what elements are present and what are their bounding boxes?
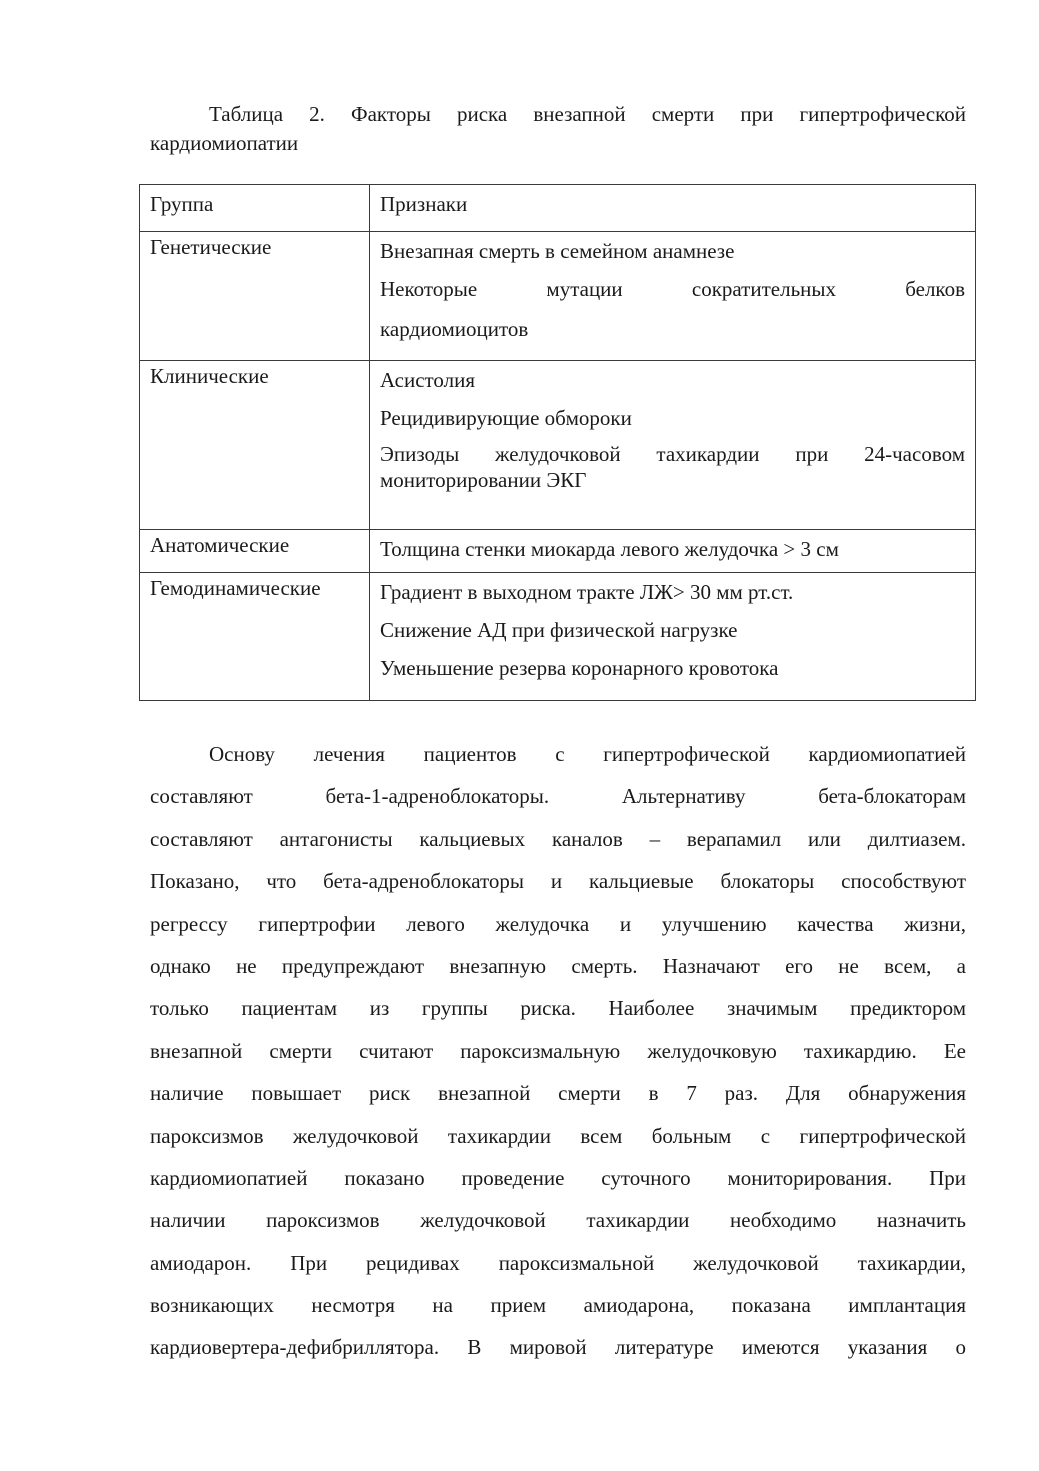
sign-item: кардиомиоцитов [380, 317, 529, 341]
table-caption-line: кардиомиопатии [150, 131, 299, 155]
table-caption-line: Таблица 2. Факторы риска внезапной смерти при гипертрофической [209, 102, 966, 126]
table-row [140, 530, 976, 573]
sign-item: Рецидивирующие обмороки [380, 406, 632, 430]
paragraph-line: кардиовертера-дефибриллятора. В мировой литературе имеются указания о [150, 1335, 966, 1360]
header-group-cell: Группа [140, 185, 370, 232]
sign-item: Эпизоды желудочковой тахикардии при 24-часовом [380, 442, 965, 466]
sign-item: Внезапная смерть в семейном анамнезе [380, 239, 735, 263]
sign-item: Уменьшение резерва коронарного кровотока [380, 656, 779, 680]
table-row [140, 573, 976, 701]
paragraph-line: составляют антагонисты кальциевых каналов – верапамил или дилтиазем. [150, 826, 966, 851]
group-cell: Гемодинамические [140, 573, 370, 701]
paragraph-line: составляют бета-1-адреноблокаторы. Альтернативу бета-блокаторам [150, 784, 966, 809]
paragraph-line: внезапной смерти считают пароксизмальную желудочковую тахикардию. Ее [150, 1038, 966, 1063]
table-header-row [140, 185, 976, 232]
body-paragraph [150, 733, 966, 1369]
signs-cell [370, 573, 976, 701]
header-signs-cell: Признаки [370, 185, 976, 232]
paragraph-line: пароксизмов желудочковой тахикардии всем больным с гипертрофической [150, 1123, 966, 1148]
paragraph-line: кардиомиопатией показано проведение суточного мониторирования. При [150, 1165, 966, 1190]
sign-item: Асистолия [380, 368, 476, 392]
risk-factors-table [139, 184, 976, 701]
paragraph-line: Показано, что бета-адреноблокаторы и кальциевые блокаторы способствуют [150, 869, 966, 894]
paragraph-line: амиодарон. При рецидивах пароксизмальной желудочковой тахикардии, [150, 1250, 966, 1275]
sign-item: Толщина стенки миокарда левого желудочка > 3 см [380, 537, 839, 561]
sign-item: Снижение АД при физической нагрузке [380, 618, 738, 642]
group-cell: Анатомические [140, 530, 370, 573]
signs-cell [370, 530, 976, 573]
paragraph-line: регрессу гипертрофии левого желудочка и улучшению качества жизни, [150, 911, 966, 936]
sign-item: мониторировании ЭКГ [380, 468, 587, 492]
paragraph-line: возникающих несмотря на прием амиодарона, показана имплантация [150, 1293, 966, 1318]
group-cell: Клинические [140, 361, 370, 530]
signs-cell [370, 232, 976, 361]
sign-item: Градиент в выходном тракте ЛЖ> 30 мм рт.ст. [380, 580, 794, 604]
group-cell: Генетические [140, 232, 370, 361]
signs-cell [370, 361, 976, 530]
paragraph-line: наличие повышает риск внезапной смерти в 7 раз. Для обнаружения [150, 1081, 966, 1106]
paragraph-line: однако не предупреждают внезапную смерть. Назначают его не всем, а [150, 953, 966, 978]
table-row [140, 361, 976, 530]
paragraph-line: только пациентам из группы риска. Наиболее значимым предиктором [150, 996, 966, 1021]
table-row [140, 232, 976, 361]
sign-item: Некоторые мутации сократительных белков [380, 277, 965, 301]
table-caption [150, 100, 966, 158]
paragraph-line: Основу лечения пациентов с гипертрофической кардиомиопатией [209, 742, 966, 766]
paragraph-line: наличии пароксизмов желудочковой тахикардии необходимо назначить [150, 1208, 966, 1233]
